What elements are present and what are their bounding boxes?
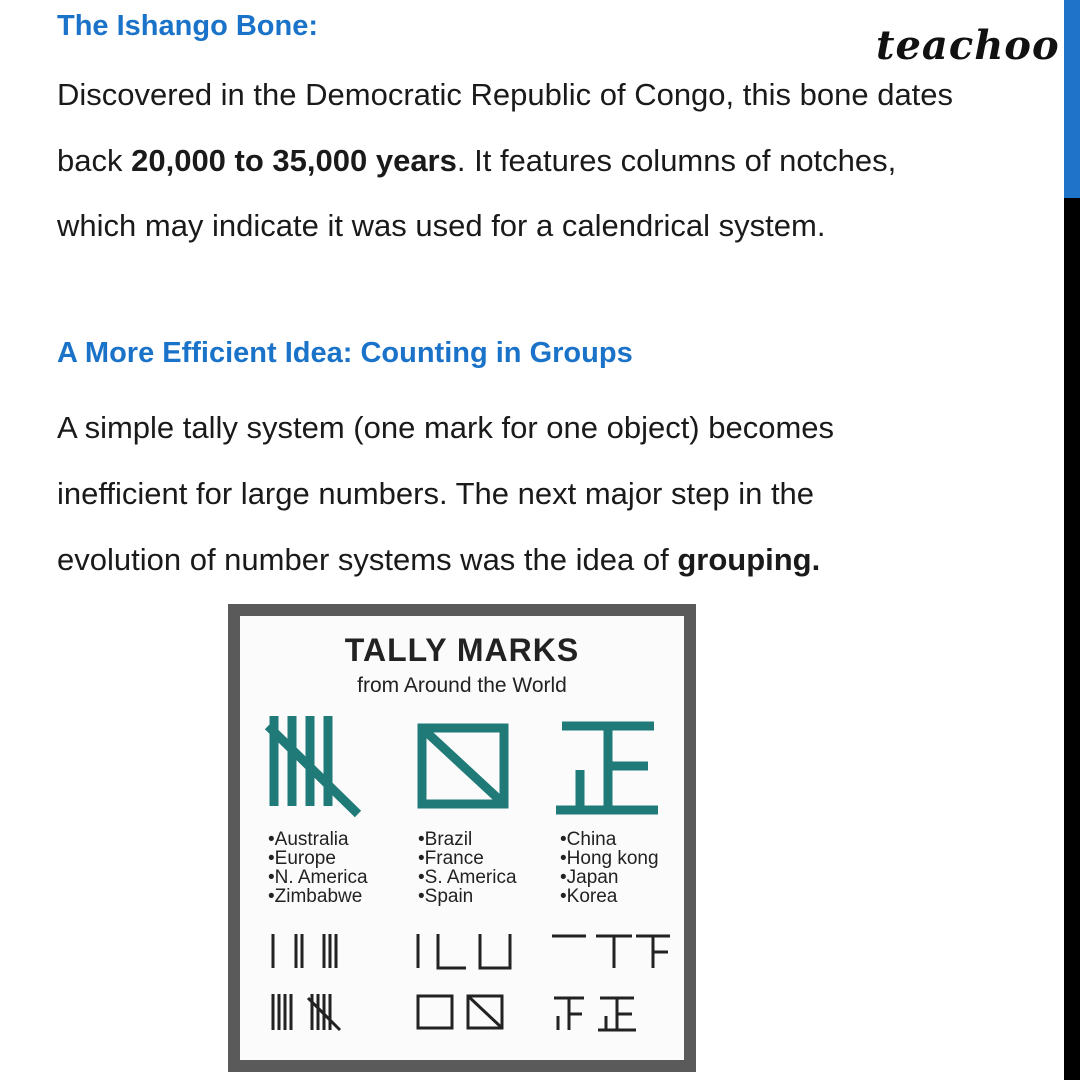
ishango-text-line-3: which may indicate it was used for a calendrical system.: [57, 208, 826, 243]
ishango-text-line-2: back 20,000 to 35,000 years. It features columns of notches,: [57, 143, 897, 178]
region-item: • N. America: [268, 868, 368, 887]
tally-figure-panel: [240, 616, 684, 1060]
logo: teachoo: [876, 22, 1060, 69]
grouping-text-line-3: evolution of number systems was the idea of grouping.: [57, 542, 821, 577]
figure-title: TALLY MARKS: [344, 632, 580, 668]
figure-subtitle: from Around the World: [357, 674, 567, 697]
grouping-heading: A More Efficient Idea: Counting in Groups: [57, 337, 633, 369]
region-item: • France: [418, 849, 517, 868]
ishango-text-line-1: Discovered in the Democratic Republic of Congo, this bone dates: [57, 77, 954, 112]
grouping-text-line-1: A simple tally system (one mark for one object) becomes: [57, 410, 835, 445]
region-item: • Brazil: [418, 830, 517, 849]
region-item: • Hong kong: [560, 849, 659, 868]
region-item: • Japan: [560, 868, 659, 887]
tally-five-zheng-large: [556, 726, 658, 810]
region-item: • Europe: [268, 849, 368, 868]
tally-sequence-western: [273, 934, 340, 1030]
scrollbar-thumb[interactable]: [1064, 0, 1080, 198]
region-item: • Spain: [418, 887, 517, 906]
ishango-date-range: 20,000 to 35,000 years: [131, 143, 457, 178]
region-list-western: [268, 830, 368, 906]
tally-sequence-square: [418, 934, 510, 1028]
ishango-heading: The Ishango Bone:: [57, 10, 318, 42]
tally-marks-figure: [228, 604, 696, 1072]
region-item: • Australia: [268, 830, 368, 849]
grouping-term: grouping.: [677, 542, 821, 577]
region-item: • Zimbabwe: [268, 887, 368, 906]
grouping-text-line-2: inefficient for large numbers. The next major step in the: [57, 476, 815, 511]
region-list-zheng: [560, 830, 659, 906]
region-item: • S. America: [418, 868, 517, 887]
tally-five-western-large: [268, 716, 358, 814]
region-item: • China: [560, 830, 659, 849]
region-list-square: [418, 830, 517, 906]
tally-sequence-zheng: [552, 936, 670, 1030]
tally-five-square-large: [422, 728, 504, 804]
scrollbar[interactable]: [1064, 0, 1080, 1080]
region-item: • Korea: [560, 887, 659, 906]
